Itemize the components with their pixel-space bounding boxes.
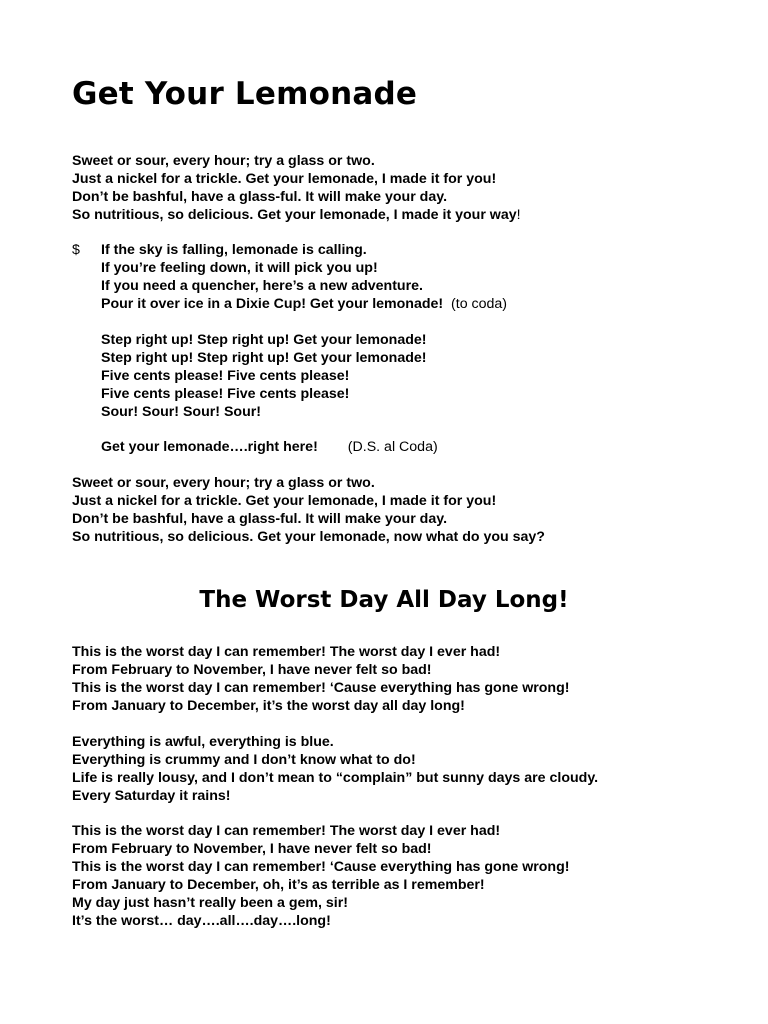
lyric-line: This is the worst day I can remember! ‘Cause everything has gone wrong!: [72, 859, 570, 875]
lyric-line: If you’re feeling down, it will pick you up!: [101, 260, 378, 276]
lyric-text: So nutritious, so delicious. Get your lemonade, I made it your way: [72, 207, 517, 223]
song-title-worst-day: The Worst Day All Day Long!: [199, 587, 569, 613]
lyric-line: [72, 206, 521, 224]
segno-sign: $: [72, 242, 80, 258]
lyric-line: Life is really lousy, and I don’t mean to “complain” but sunny days are cloudy.: [72, 770, 599, 786]
lyric-line: Just a nickel for a trickle. Get your lemonade, I made it for you!: [72, 171, 497, 187]
lyric-line: From January to December, oh, it’s as terrible as I remember!: [72, 877, 485, 893]
lyric-line: Sweet or sour, every hour; try a glass or two.: [72, 475, 375, 491]
worst-day-verse-1: [72, 643, 569, 715]
end-exclamation: !: [516, 207, 521, 223]
lyric-line: Step right up! Step right up! Get your lemonade!: [101, 332, 427, 348]
lyric-line: [72, 241, 507, 259]
lyric-line: If you need a quencher, here’s a new adventure.: [101, 278, 423, 294]
lyric-line: Everything is awful, everything is blue.: [72, 734, 334, 750]
lyric-line: From February to November, I have never felt so bad!: [72, 841, 432, 857]
lyric-line: From February to November, I have never felt so bad!: [72, 662, 432, 678]
lyric-line: Sweet or sour, every hour; try a glass or two.: [72, 153, 375, 169]
lyric-line: Every Saturday it rains!: [72, 788, 231, 804]
lyric-line: From January to December, it’s the worst day all day long!: [72, 698, 465, 714]
lyric-line: Step right up! Step right up! Get your lemonade!: [101, 350, 427, 366]
lyric-line: So nutritious, so delicious. Get your lemonade, now what do you say?: [72, 529, 545, 545]
lyric-line: Sour! Sour! Sour! Sour!: [101, 404, 261, 420]
lyric-line: Five cents please! Five cents please!: [101, 386, 350, 402]
lyric-line: It’s the worst… day….all….day….long!: [72, 913, 331, 929]
lyric-line: This is the worst day I can remember! The worst day I ever had!: [72, 644, 501, 660]
lemonade-coda: [72, 474, 545, 546]
lyric-line: Five cents please! Five cents please!: [101, 368, 350, 384]
to-coda-note: (to coda): [451, 296, 508, 312]
lyric-line: This is the worst day I can remember! The worst day I ever had!: [72, 823, 501, 839]
worst-day-verse-2: [72, 733, 598, 805]
lyric-text: If the sky is falling, lemonade is calling.: [101, 242, 367, 258]
lemonade-bridge: [72, 241, 507, 313]
lyric-line: Everything is crummy and I don’t know what to do!: [72, 752, 416, 768]
ds-al-coda-note: (D.S. al Coda): [347, 439, 438, 455]
lyric-line: [72, 295, 507, 313]
lyric-line: Don’t be bashful, have a glass-ful. It will make your day.: [72, 511, 448, 527]
lemonade-chorus: [72, 331, 427, 421]
worst-day-verse-3: [72, 822, 569, 930]
lemonade-ds-line: [72, 438, 438, 456]
lyric-line: Don’t be bashful, have a glass-ful. It will make your day.: [72, 189, 448, 205]
lyric-text: Get your lemonade….right here!: [101, 439, 318, 455]
song-title-lemonade: Get Your Lemonade: [72, 76, 418, 112]
lyric-line: My day just hasn’t really been a gem, sir!: [72, 895, 348, 911]
lyric-line: This is the worst day I can remember! ‘Cause everything has gone wrong!: [72, 680, 570, 696]
lemonade-verse-1: [72, 152, 521, 224]
lyric-line: [72, 438, 438, 456]
lyric-text: Pour it over ice in a Dixie Cup! Get your lemonade!: [101, 296, 444, 312]
lyric-line: Just a nickel for a trickle. Get your lemonade, I made it for you!: [72, 493, 497, 509]
